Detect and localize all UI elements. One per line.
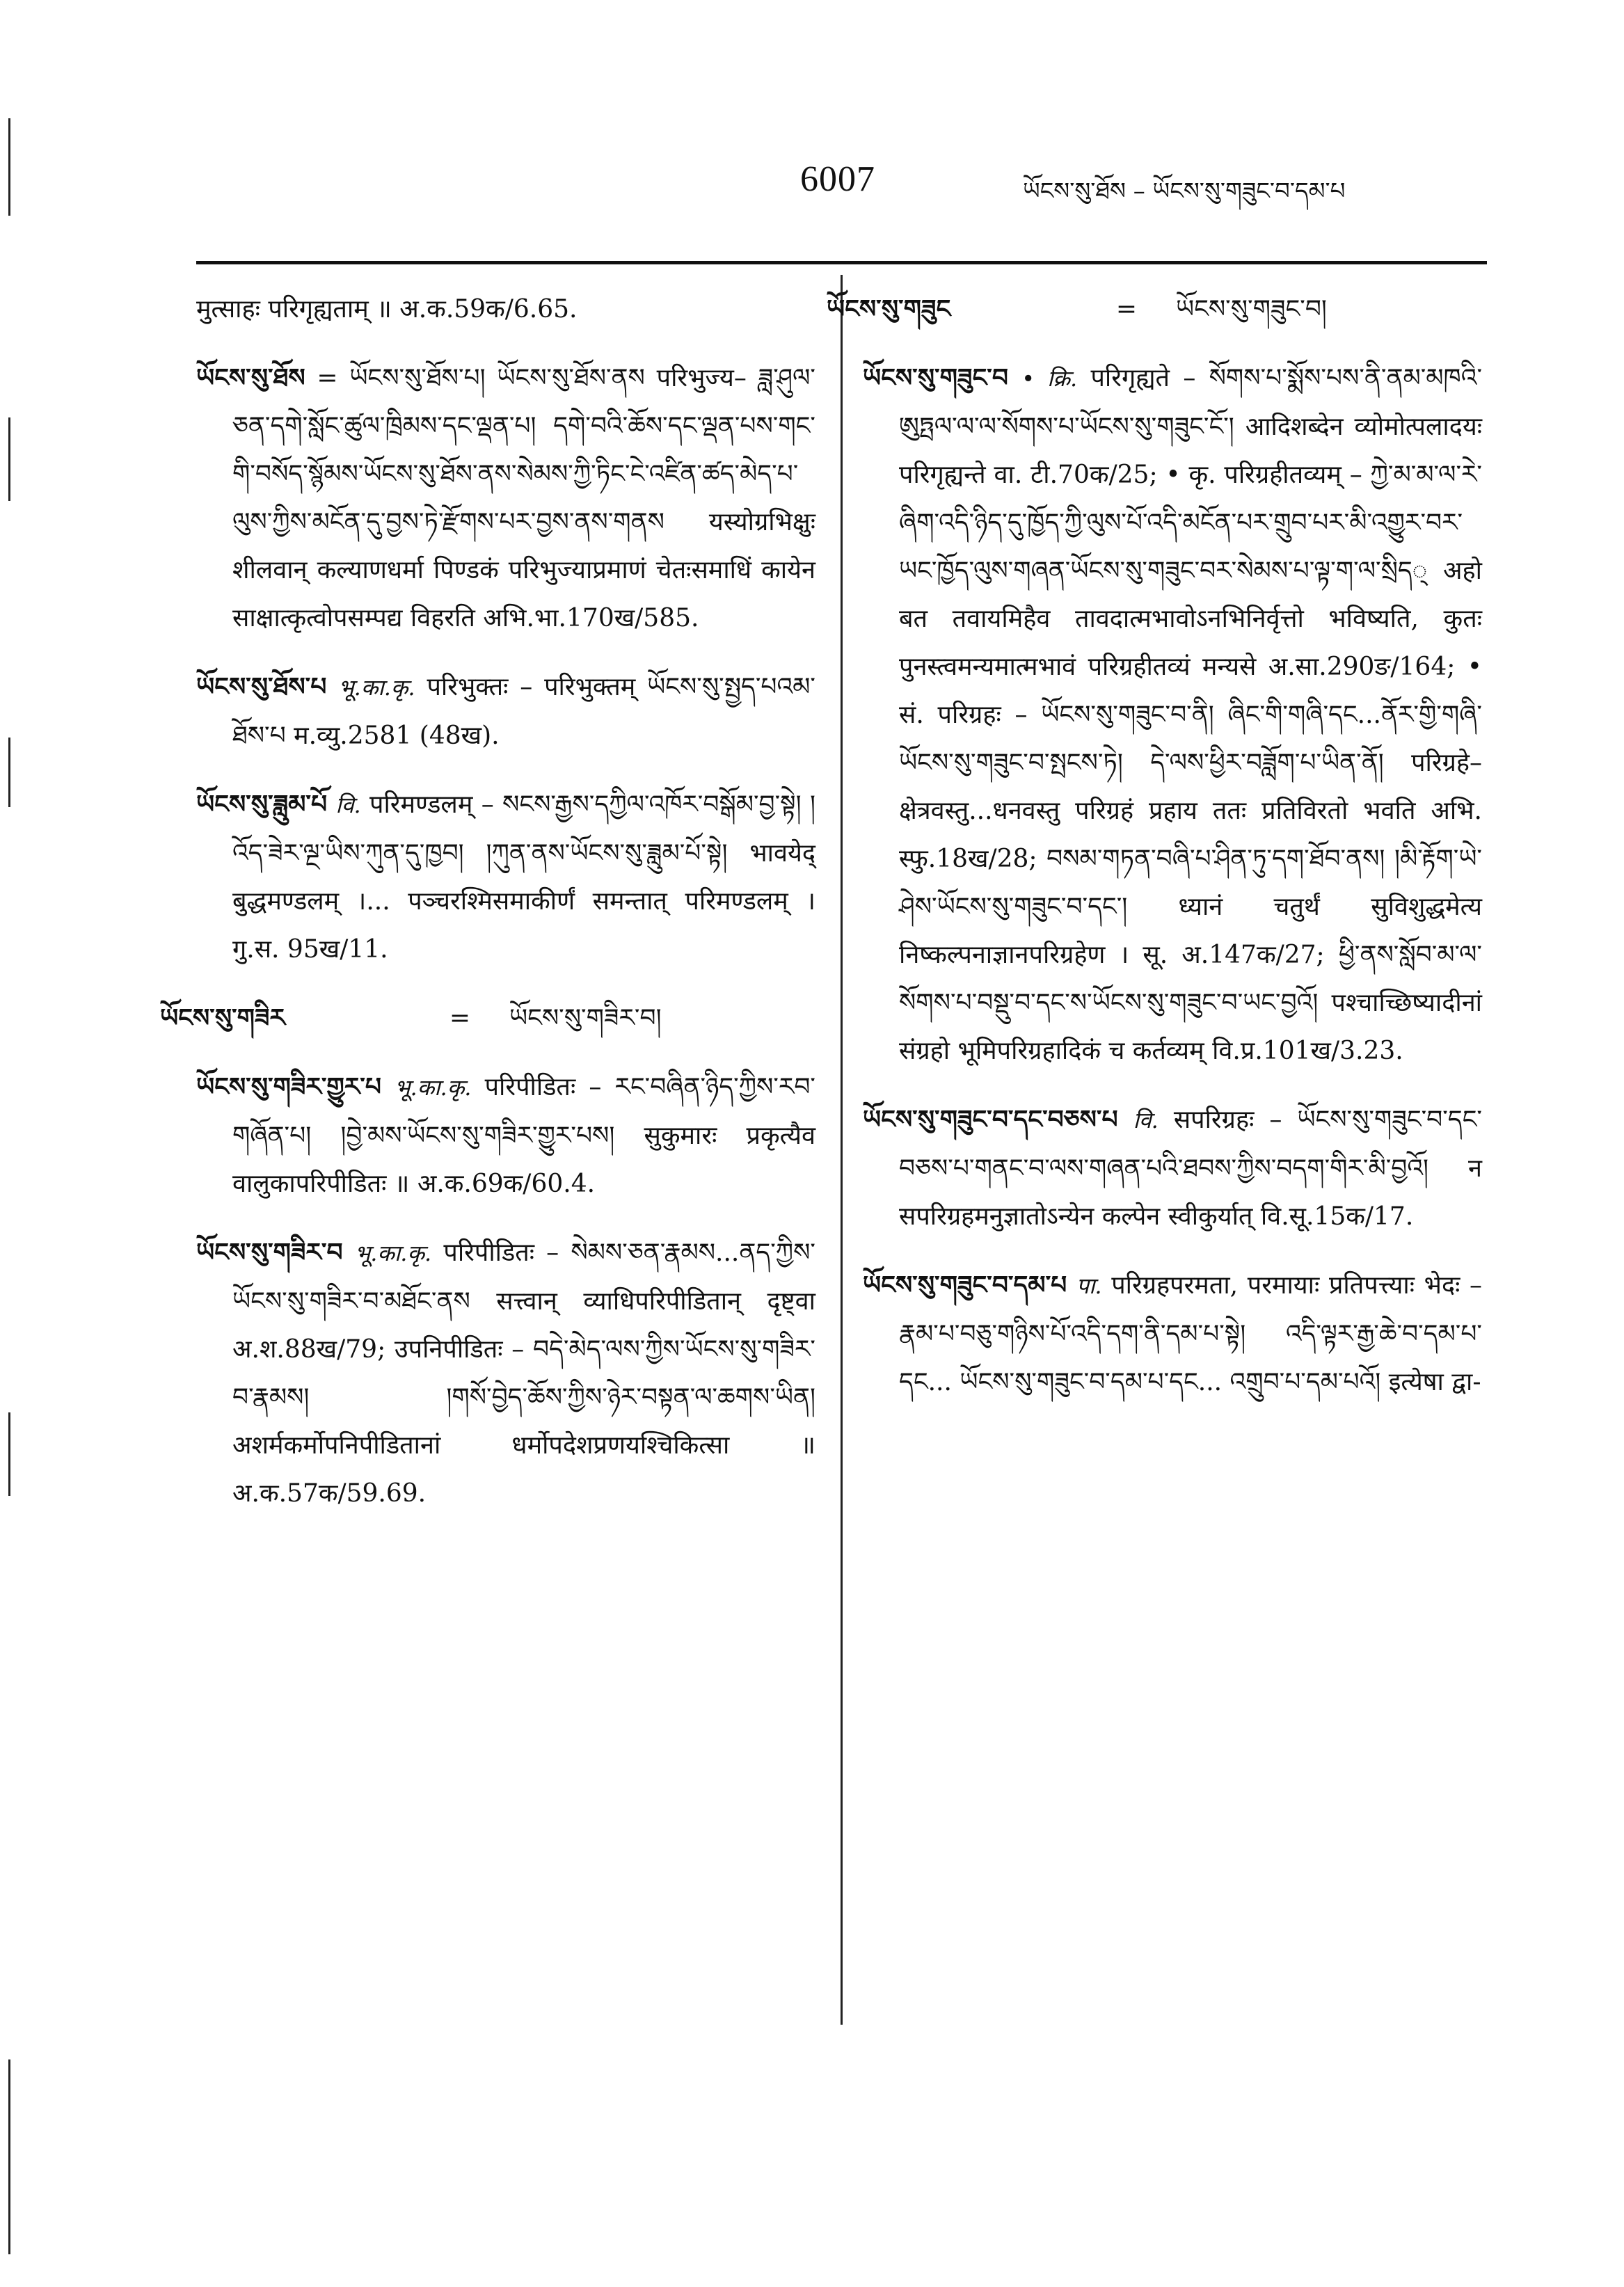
dictionary-entry xyxy=(863,1096,1482,1241)
grammar-tag: वि. xyxy=(335,792,361,818)
entry-headword: ཡོངས་སུ་གཟུང་བ xyxy=(863,363,1008,392)
cross-reference-target: ཡོངས་སུ་གཟིར་བ། xyxy=(509,1004,662,1033)
grammar-tag: भू.का.कृ. xyxy=(338,674,415,701)
grammar-tag: • क्रि. xyxy=(1021,365,1078,392)
left-column xyxy=(160,285,815,1538)
right-column xyxy=(827,285,1483,1427)
scan-edge-mark xyxy=(8,1412,10,1496)
grammar-tag: भू.का.कृ. xyxy=(354,1240,432,1266)
dictionary-entry xyxy=(196,663,815,760)
entry-body: = ཡོངས་སུ་ཐོས་པ། ཡོངས་སུ་ཐོས་ནས परिभुज्य– ཟླ་ཤུལ་ཅན་དགེ་སློང་ཚུལ་ཁྲིམས་དང་ལྡན་པ། དགེ་བའི་ཆོས་དང་ལྡན་པས་གང་གི་བསོད་སྙོམས་ཡོངས་སུ་ཐོས་ནས་སེམས་ཀྱི་ཏིང་ངེ་འཛིན་ཚད་མེད་པ་ལུས་ཀྱིས་མངོན་དུ་བྱས་ཏེ་རྫོགས་པར་བྱས་ནས་གནས यस्योग्रभिक्षुः शीलवान् कल्याणधर्मा पिण्डकं परिभुज्याप्रमाणं चेतःसमाधिं कायेन साक्षात्कृत्वोपसम्पद्य विहरति अभि.भा.170ख/585. xyxy=(232,364,815,632)
entry-headword: ཡོངས་སུ་གཟིར་བ xyxy=(196,1238,343,1267)
dictionary-entry xyxy=(196,1063,815,1208)
dictionary-entry xyxy=(196,354,815,642)
entry-body: परिग्रहपरमता, परमायाः प्रतिपत्त्याः भेदः – རྣམ་པ་བཅུ་གཉིས་པོ་འདི་དག་ནི་དམ་པ་སྟེ། འདི་ལྟར་རྒྱ་ཆེ་བ་དམ་པ་དང... ཡོངས་སུ་གཟུང་བ་དམ་པ་དང... འགྲུབ་པ་དམ་པའོ། इत्येषा द्वा- xyxy=(899,1271,1483,1396)
header-rule xyxy=(196,261,1487,264)
dictionary-entry xyxy=(827,285,1482,333)
dictionary-entry xyxy=(196,781,815,973)
scan-edge-mark xyxy=(8,118,10,216)
dictionary-entry xyxy=(863,354,1482,1075)
entry-body: परिपीडितः – སེམས་ཅན་རྣམས...ནད་ཀྱིས་ཡོངས་སུ་གཟིར་བ་མཐོང་ནས सत्त्वान् व्याधिपरिपीडितान् दृष्ट्वा अ.श.88ख/79; उपनिपीडितः – བདེ་མེད་ལས་ཀྱིས་ཡོངས་སུ་གཟིར་བ་རྣམས། །གསོ་བྱེད་ཆོས་ཀྱིས་ཉེར་བསྟན་ལ་ཆགས་ཡིན། अशर्मकर्मोपनिपीडितानां धर्मोपदेशप्रणयश्चिकित्सा ॥ अ.क.57क/59.69. xyxy=(232,1238,815,1508)
scan-edge-mark xyxy=(8,2059,10,2254)
grammar-tag: वि. xyxy=(1133,1107,1159,1133)
grammar-tag: भू.का.कृ. xyxy=(395,1074,472,1101)
entry-body: परिगृह्यते – སོགས་པ་སྨོས་པས་ནི་ནམ་མཁའི་ཨུཏྤལ་ལ་ལ་སོགས་པ་ཡོངས་སུ་གཟུང་ངོ་། आदिशब्देन व्योमोत्पलादयः परिगृह्यन्ते वा. टी.70क/25; • कृ. परिग्रहीतव्यम् – ཀྱེ་མ་མ་ལ་རེ་ཞིག་འདི་ཉིད་དུ་ཁྱོད་ཀྱི་ལུས་པོ་འདི་མངོན་པར་གྲུབ་པར་མི་འགྱུར་བར་ཡང་ཁྱོད་ལུས་གཞན་ཡོངས་སུ་གཟུང་བར་སེམས་པ་ལྟ་ག་ལ་སྲིད् अहो बत तवायमिहैव तावदात्मभावोऽनभिनिर्वृत्तो भविष्यति, कुतः पुनस्त्वमन्यमात्मभावं परिग्रहीतव्यं मन्यसे अ.सा.290ङ/164; • सं. परिग्रहः – ཡོངས་སུ་གཟུང་བ་ནི། ཞིང་གི་གཞི་དང...ནོར་གྱི་གཞི་ཡོངས་སུ་གཟུང་བ་སྤངས་ཏེ། དེ་ལས་ཕྱིར་བཟློག་པ་ཡིན་ནོ། परिग्रहे–क्षेत्रवस्तु...धनवस्तु परिग्रहं प्रहाय ततः प्रतिविरतो भवति अभि. स्फु.18ख/28; བསམ་གཏན་བཞི་པ་ཤིན་ཏུ་དག་ཐོབ་ནས། །མི་རྟོག་ཡེ་ཤེས་ཡོངས་སུ་གཟུང་བ་དང་། ध्यानं चतुर्थं सुविशुद्धमेत्य निष्कल्पनाज्ञानपरिग्रहेण । सू. अ.147क/27; ཕྱི་ནས་སློབ་མ་ལ་སོགས་པ་བསྡུ་བ་དང་ས་ཡོངས་སུ་གཟུང་བ་ཡང་བྱའོ། पश्चाच्छिष्यादीनां संग्रहो भूमिपरिग्रहादिकं च कर्तव्यम् वि.प्र.101ख/3.23. xyxy=(899,364,1483,1065)
entry-headword: ཡོངས་སུ་གཟུང xyxy=(827,294,951,324)
running-head: ཡོངས་སུ་ཐོས – ཡོངས་སུ་གཟུང་བ་དམ་པ xyxy=(1023,177,1346,205)
scan-edge-mark xyxy=(8,738,10,807)
cross-reference-target: ཡོངས་སུ་གཟུང་བ། xyxy=(1176,295,1327,324)
entry-headword: ཡོངས་སུ་གཟིར xyxy=(160,1003,285,1033)
entry-headword: ཡོངས་སུ་གཟུང་བ་དམ་པ xyxy=(863,1270,1067,1300)
entry-body: परिपीडितः – རང་བཞིན་ཉིད་ཀྱིས་རབ་གཞོན་པ། །བྱེ་མས་ཡོངས་སུ་གཟིར་གྱུར་པས། सुकुमारः प्रकृत्यैव वालुकापरिपीडितः ॥ अ.क.69क/60.4. xyxy=(232,1073,815,1198)
cross-reference-sign: = xyxy=(1115,295,1138,324)
page-number: 6007 xyxy=(800,159,875,199)
dictionary-entry xyxy=(196,1229,815,1517)
scan-edge-mark xyxy=(8,417,10,501)
entry-body: सपरिग्रहः – ཡོངས་སུ་གཟུང་བ་དང་བཅས་པ་གནང་བ་ལས་གཞན་པའི་ཐབས་ཀྱིས་བདག་གིར་མི་བྱའོ། न सपरिग्रहमनुज्ञातोऽन्येन कल्पेन स्वीकुर्यात् वि.सू.15क/17. xyxy=(899,1106,1482,1231)
cross-reference-sign: = xyxy=(449,1004,471,1033)
dictionary-entry xyxy=(863,1261,1482,1406)
grammar-tag: पा. xyxy=(1076,1273,1102,1299)
entry-body: परिभुक्तः – परिभुक्तम् ཡོངས་སུ་སྤྱད་པའམ་ཐོས་པ म.व्यु.2581 (48ख). xyxy=(232,673,815,750)
entry-headword: ཡོངས་སུ་གཟིར་གྱུར་པ xyxy=(196,1072,381,1101)
dictionary-entry xyxy=(160,994,815,1042)
entry-body: परिमण्डलम् – སངས་རྒྱས་དཀྱིལ་འཁོར་བསྒོམ་བྱ་སྟེ། །འོད་ཟེར་ལྔ་ཡིས་ཀུན་དུ་ཁྱབ། །ཀུན་ནས་ཡོངས་སུ་ཟླུམ་པོ་སྟེ། भावयेद् बुद्धमण्डलम् ।... पञ्चरश्मिसमाकीर्णं समन्तात् परिमण्डलम् । गु.स. 95ख/11. xyxy=(232,790,815,964)
column-divider xyxy=(841,275,843,2025)
entry-headword: ཡོངས་སུ་ཐོས་པ xyxy=(196,672,327,701)
entry-body: मुत्साहः परिगृह्यताम् ॥ अ.क.59क/6.65. xyxy=(196,295,578,324)
entry-headword: ཡོངས་སུ་གཟུང་བ་དང་བཅས་པ xyxy=(863,1105,1118,1134)
entry-headword: ཡོངས་སུ་ཐོས xyxy=(196,363,305,392)
dictionary-entry xyxy=(196,285,815,333)
entry-headword: ཡོངས་སུ་ཟླུམ་པོ xyxy=(196,790,328,819)
